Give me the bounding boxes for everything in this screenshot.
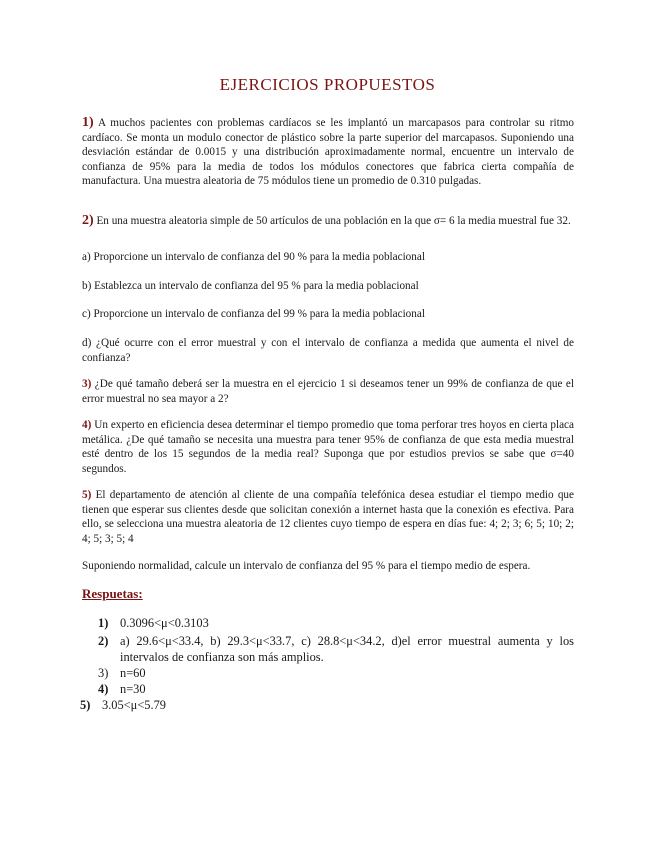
- exercise-text: Un experto en eficiencia desea determinar el tiempo promedio que toma perforar tres hoyos en cierta placa metálica. ¿De qué tamaño se necesita una muestra para tener 95% de confianza de que esta media muestral esté dentro de los 15 segundos de la media real? Suponga que por estudios previos se sabe que σ=40 segundos.: [82, 419, 574, 475]
- answer-item: [98, 633, 574, 665]
- exercise-text: A muchos pacientes con problemas cardíacos se les implantó un marcapasos para controlar su ritmo cardíaco. Se monta un modulo conector de plástico sobre la parte superior del marcapasos. Suponiendo una desviación estándar de 0.0015 y una distribución aproximadamente normal, encuentre un intervalo de confianza de 95% para la media de todos los módulos conectores que fabrica cierta compañía de manufactura. Una muestra aleatoria de 75 módulos tiene un promedio de 0.310 pulgadas.: [82, 117, 574, 188]
- answer-number: 4): [98, 682, 109, 696]
- answer-text: n=30: [120, 682, 146, 696]
- answer-number: 5): [80, 698, 91, 712]
- exercise-text: ¿De qué tamaño deberá ser la muestra en el ejercicio 1 si deseamos tener un 99% de confianza de que el error muestral no sea mayor a 2?: [82, 378, 575, 405]
- answer-number: 1): [98, 616, 109, 630]
- answer-number: 2): [98, 634, 109, 648]
- exercise-5: [82, 488, 574, 546]
- exercise-number: 2): [82, 213, 94, 228]
- answer-item: [98, 615, 578, 631]
- exercise-number: 4): [82, 419, 92, 431]
- exercise-2-d: d) ¿Qué ocurre con el error muestral y con el intervalo de confianza a medida que aumenta el nivel de confianza?: [82, 337, 574, 364]
- answer-item: [98, 681, 578, 697]
- answer-text: 3.05<μ<5.79: [102, 698, 166, 712]
- exercise-5-followup: Suponiendo normalidad, calcule un intervalo de confianza del 95 % para el tiempo medio de espera.: [82, 560, 531, 572]
- exercise-2-a: a) Proporcione un intervalo de confianza del 90 % para la media poblacional: [82, 251, 425, 263]
- answer-text: 0.3096<μ<0.3103: [120, 616, 209, 630]
- answers-heading: Respuetas:: [82, 586, 143, 601]
- answer-number: 3): [98, 666, 109, 680]
- exercise-number: 5): [82, 489, 92, 501]
- answer-item: [98, 665, 578, 681]
- answer-text: a) 29.6<μ<33.4, b) 29.3<μ<33.7, c) 28.8<μ<34.2, d)el error muestral aumenta y los intervalos de confianza son más amplios.: [120, 634, 574, 664]
- exercise-3: [82, 377, 574, 406]
- page-title: EJERCICIOS PROPUESTOS: [219, 75, 436, 94]
- answer-text: n=60: [120, 666, 146, 680]
- exercise-number: 3): [82, 378, 92, 390]
- exercise-4: [82, 418, 574, 476]
- exercise-text: El departamento de atención al cliente de una compañía telefónica desea estudiar el tiempo medio que tienen que esperar sus clientes desde que solicitan conexión a internet hasta que la conexión es efectiva. Para ello, se selecciona una muestra aleatoria de 12 clientes cuyo tiempo de espera en días fue: 4; 2; 3; 6; 5; 10; 2; 4; 5; 3; 5; 4: [82, 489, 574, 545]
- exercise-2: [82, 214, 574, 229]
- exercise-1: [82, 116, 574, 189]
- exercise-text: En una muestra aleatoria simple de 50 artículos de una población en la que σ= 6 la media muestral fue 32.: [96, 215, 571, 227]
- exercise-2-b: b) Establezca un intervalo de confianza del 95 % para la media poblacional: [82, 280, 419, 292]
- exercise-2-c: c) Proporcione un intervalo de confianza del 99 % para la media poblacional: [82, 308, 425, 320]
- exercise-number: 1): [82, 115, 94, 130]
- answer-item: [80, 697, 560, 713]
